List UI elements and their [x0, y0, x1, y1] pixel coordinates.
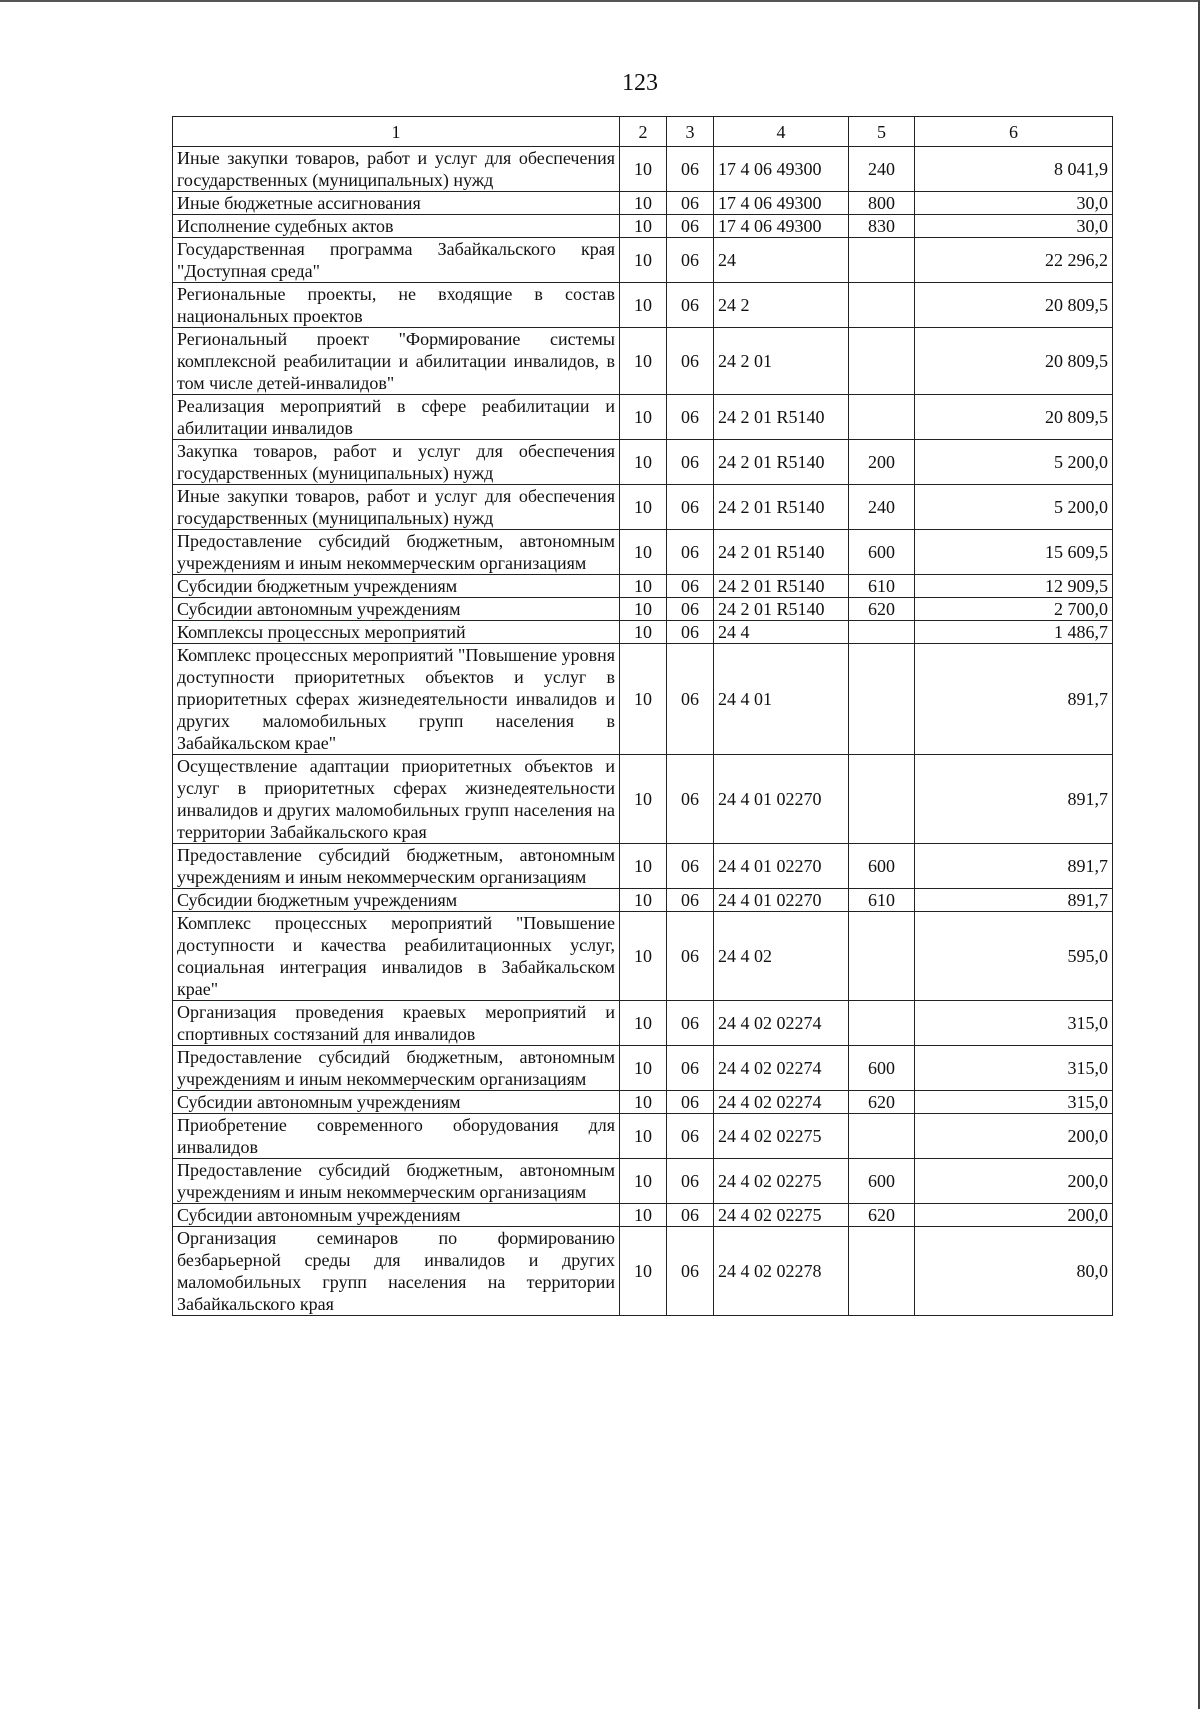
- subsection-code-cell: 06: [667, 192, 714, 215]
- target-article-cell: 17 4 06 49300: [714, 192, 849, 215]
- row-name-cell: Комплекс процессных мероприятий "Повышение доступности и качества реабилитационных услуг, социальная интеграция инвалидов в Забайкальском крае": [173, 912, 620, 1001]
- subsection-code-cell: 06: [667, 1204, 714, 1227]
- expense-type-cell: [849, 912, 915, 1001]
- subsection-code-cell: 06: [667, 1114, 714, 1159]
- column-header: 6: [915, 117, 1113, 147]
- section-code-cell: 10: [620, 844, 667, 889]
- subsection-code-cell: 06: [667, 1227, 714, 1316]
- expense-type-cell: 830: [849, 215, 915, 238]
- section-code-cell: 10: [620, 598, 667, 621]
- amount-cell: 315,0: [915, 1001, 1113, 1046]
- table-row: [173, 598, 1113, 621]
- amount-cell: 891,7: [915, 755, 1113, 844]
- table-header-row: [173, 117, 1113, 147]
- section-code-cell: 10: [620, 215, 667, 238]
- table-row: [173, 755, 1113, 844]
- subsection-code-cell: 06: [667, 395, 714, 440]
- expense-type-cell: [849, 395, 915, 440]
- section-code-cell: 10: [620, 644, 667, 755]
- section-code-cell: 10: [620, 575, 667, 598]
- table-row: [173, 1159, 1113, 1204]
- target-article-cell: 24 4 02 02274: [714, 1046, 849, 1091]
- row-name-cell: Реализация мероприятий в сфере реабилитации и абилитации инвалидов: [173, 395, 620, 440]
- row-name-cell: Региональный проект "Формирование системы комплексной реабилитации и абилитации инвалидов, в том числе детей-инвалидов": [173, 328, 620, 395]
- row-name-cell: Осуществление адаптации приоритетных объектов и услуг в приоритетных сферах жизнедеятельности инвалидов и других маломобильных групп населения на территории Забайкальского края: [173, 755, 620, 844]
- table-row: [173, 889, 1113, 912]
- table-row: [173, 1001, 1113, 1046]
- table-row: [173, 395, 1113, 440]
- target-article-cell: 24 2 01 R5140: [714, 598, 849, 621]
- target-article-cell: 24 4 02 02275: [714, 1159, 849, 1204]
- target-article-cell: 24 4 01: [714, 644, 849, 755]
- target-article-cell: 24 4 01 02270: [714, 889, 849, 912]
- expense-type-cell: 620: [849, 1091, 915, 1114]
- section-code-cell: 10: [620, 1114, 667, 1159]
- row-name-cell: Субсидии бюджетным учреждениям: [173, 575, 620, 598]
- section-code-cell: 10: [620, 147, 667, 192]
- row-name-cell: Иные закупки товаров, работ и услуг для обеспечения государственных (муниципальных) нужд: [173, 485, 620, 530]
- expense-type-cell: 610: [849, 889, 915, 912]
- target-article-cell: 24 2 01 R5140: [714, 575, 849, 598]
- table-body: [173, 147, 1113, 1316]
- row-name-cell: Предоставление субсидий бюджетным, автономным учреждениям и иным некоммерческим организациям: [173, 530, 620, 575]
- column-header: 4: [714, 117, 849, 147]
- expense-type-cell: 240: [849, 485, 915, 530]
- row-name-cell: Предоставление субсидий бюджетным, автономным учреждениям и иным некоммерческим организациям: [173, 1159, 620, 1204]
- row-name-cell: Региональные проекты, не входящие в состав национальных проектов: [173, 283, 620, 328]
- table-row: [173, 912, 1113, 1001]
- table-row: [173, 192, 1113, 215]
- amount-cell: 200,0: [915, 1204, 1113, 1227]
- expense-type-cell: 600: [849, 1046, 915, 1091]
- section-code-cell: 10: [620, 485, 667, 530]
- section-code-cell: 10: [620, 889, 667, 912]
- expense-type-cell: [849, 1001, 915, 1046]
- table-row: [173, 530, 1113, 575]
- expense-type-cell: [849, 1227, 915, 1316]
- subsection-code-cell: 06: [667, 1159, 714, 1204]
- target-article-cell: 24 4 02 02274: [714, 1001, 849, 1046]
- target-article-cell: 24 2 01: [714, 328, 849, 395]
- table-row: [173, 1227, 1113, 1316]
- expense-type-cell: [849, 283, 915, 328]
- amount-cell: 80,0: [915, 1227, 1113, 1316]
- column-header: 2: [620, 117, 667, 147]
- row-name-cell: Субсидии автономным учреждениям: [173, 1204, 620, 1227]
- target-article-cell: 24 2 01 R5140: [714, 395, 849, 440]
- section-code-cell: 10: [620, 912, 667, 1001]
- budget-table: [172, 116, 1113, 1316]
- section-code-cell: 10: [620, 621, 667, 644]
- expense-type-cell: 600: [849, 1159, 915, 1204]
- expense-type-cell: [849, 328, 915, 395]
- expense-type-cell: 600: [849, 530, 915, 575]
- amount-cell: 891,7: [915, 644, 1113, 755]
- section-code-cell: 10: [620, 1227, 667, 1316]
- subsection-code-cell: 06: [667, 1046, 714, 1091]
- row-name-cell: Предоставление субсидий бюджетным, автономным учреждениям и иным некоммерческим организациям: [173, 844, 620, 889]
- target-article-cell: 24 4 01 02270: [714, 844, 849, 889]
- target-article-cell: 24 4 02: [714, 912, 849, 1001]
- section-code-cell: 10: [620, 395, 667, 440]
- target-article-cell: 24 4 01 02270: [714, 755, 849, 844]
- amount-cell: 200,0: [915, 1114, 1113, 1159]
- row-name-cell: Закупка товаров, работ и услуг для обеспечения государственных (муниципальных) нужд: [173, 440, 620, 485]
- expense-type-cell: [849, 1114, 915, 1159]
- subsection-code-cell: 06: [667, 755, 714, 844]
- subsection-code-cell: 06: [667, 485, 714, 530]
- target-article-cell: 24: [714, 238, 849, 283]
- amount-cell: 12 909,5: [915, 575, 1113, 598]
- amount-cell: 315,0: [915, 1091, 1113, 1114]
- subsection-code-cell: 06: [667, 598, 714, 621]
- target-article-cell: 24 2 01 R5140: [714, 530, 849, 575]
- expense-type-cell: [849, 644, 915, 755]
- expense-type-cell: 600: [849, 844, 915, 889]
- row-name-cell: Иные бюджетные ассигнования: [173, 192, 620, 215]
- expense-type-cell: 620: [849, 598, 915, 621]
- amount-cell: 20 809,5: [915, 395, 1113, 440]
- row-name-cell: Организация проведения краевых мероприятий и спортивных состязаний для инвалидов: [173, 1001, 620, 1046]
- section-code-cell: 10: [620, 238, 667, 283]
- amount-cell: 315,0: [915, 1046, 1113, 1091]
- target-article-cell: 24 2 01 R5140: [714, 440, 849, 485]
- table-row: [173, 328, 1113, 395]
- subsection-code-cell: 06: [667, 1091, 714, 1114]
- target-article-cell: 24 4 02 02274: [714, 1091, 849, 1114]
- table-row: [173, 485, 1113, 530]
- table-row: [173, 1204, 1113, 1227]
- target-article-cell: 17 4 06 49300: [714, 215, 849, 238]
- subsection-code-cell: 06: [667, 530, 714, 575]
- expense-type-cell: 240: [849, 147, 915, 192]
- amount-cell: 8 041,9: [915, 147, 1113, 192]
- target-article-cell: 24 4: [714, 621, 849, 644]
- row-name-cell: Организация семинаров по формированию безбарьерной среды для инвалидов и других маломобильных групп населения на территории Забайкальского края: [173, 1227, 620, 1316]
- expense-type-cell: 610: [849, 575, 915, 598]
- row-name-cell: Приобретение современного оборудования для инвалидов: [173, 1114, 620, 1159]
- row-name-cell: Субсидии бюджетным учреждениям: [173, 889, 620, 912]
- section-code-cell: 10: [620, 530, 667, 575]
- section-code-cell: 10: [620, 1204, 667, 1227]
- section-code-cell: 10: [620, 328, 667, 395]
- amount-cell: 1 486,7: [915, 621, 1113, 644]
- target-article-cell: 24 4 02 02275: [714, 1204, 849, 1227]
- amount-cell: 595,0: [915, 912, 1113, 1001]
- subsection-code-cell: 06: [667, 889, 714, 912]
- row-name-cell: Комплексы процессных мероприятий: [173, 621, 620, 644]
- amount-cell: 15 609,5: [915, 530, 1113, 575]
- table-row: [173, 1114, 1113, 1159]
- section-code-cell: 10: [620, 192, 667, 215]
- column-header: 3: [667, 117, 714, 147]
- subsection-code-cell: 06: [667, 147, 714, 192]
- expense-type-cell: 200: [849, 440, 915, 485]
- amount-cell: 20 809,5: [915, 328, 1113, 395]
- table-row: [173, 575, 1113, 598]
- amount-cell: 20 809,5: [915, 283, 1113, 328]
- row-name-cell: Предоставление субсидий бюджетным, автономным учреждениям и иным некоммерческим организациям: [173, 1046, 620, 1091]
- target-article-cell: 24 4 02 02278: [714, 1227, 849, 1316]
- table-row: [173, 644, 1113, 755]
- page-number: 123: [622, 70, 658, 96]
- row-name-cell: Государственная программа Забайкальского края "Доступная среда": [173, 238, 620, 283]
- subsection-code-cell: 06: [667, 328, 714, 395]
- expense-type-cell: [849, 238, 915, 283]
- target-article-cell: 24 2: [714, 283, 849, 328]
- row-name-cell: Иные закупки товаров, работ и услуг для обеспечения государственных (муниципальных) нужд: [173, 147, 620, 192]
- table-row: [173, 440, 1113, 485]
- target-article-cell: 24 4 02 02275: [714, 1114, 849, 1159]
- amount-cell: 30,0: [915, 192, 1113, 215]
- amount-cell: 891,7: [915, 844, 1113, 889]
- amount-cell: 5 200,0: [915, 440, 1113, 485]
- table-row: [173, 621, 1113, 644]
- section-code-cell: 10: [620, 283, 667, 328]
- row-name-cell: Субсидии автономным учреждениям: [173, 1091, 620, 1114]
- target-article-cell: 24 2 01 R5140: [714, 485, 849, 530]
- column-header: 1: [173, 117, 620, 147]
- subsection-code-cell: 06: [667, 440, 714, 485]
- amount-cell: 30,0: [915, 215, 1113, 238]
- expense-type-cell: 620: [849, 1204, 915, 1227]
- subsection-code-cell: 06: [667, 621, 714, 644]
- target-article-cell: 17 4 06 49300: [714, 147, 849, 192]
- section-code-cell: 10: [620, 1046, 667, 1091]
- column-header: 5: [849, 117, 915, 147]
- amount-cell: 22 296,2: [915, 238, 1113, 283]
- amount-cell: 891,7: [915, 889, 1113, 912]
- row-name-cell: Исполнение судебных актов: [173, 215, 620, 238]
- table-row: [173, 147, 1113, 192]
- table-row: [173, 844, 1113, 889]
- section-code-cell: 10: [620, 755, 667, 844]
- subsection-code-cell: 06: [667, 283, 714, 328]
- section-code-cell: 10: [620, 1159, 667, 1204]
- section-code-cell: 10: [620, 1091, 667, 1114]
- table-row: [173, 1091, 1113, 1114]
- row-name-cell: Субсидии автономным учреждениям: [173, 598, 620, 621]
- subsection-code-cell: 06: [667, 1001, 714, 1046]
- subsection-code-cell: 06: [667, 238, 714, 283]
- section-code-cell: 10: [620, 1001, 667, 1046]
- amount-cell: 2 700,0: [915, 598, 1113, 621]
- table-row: [173, 238, 1113, 283]
- subsection-code-cell: 06: [667, 644, 714, 755]
- section-code-cell: 10: [620, 440, 667, 485]
- subsection-code-cell: 06: [667, 215, 714, 238]
- subsection-code-cell: 06: [667, 912, 714, 1001]
- expense-type-cell: [849, 621, 915, 644]
- amount-cell: 200,0: [915, 1159, 1113, 1204]
- expense-type-cell: [849, 755, 915, 844]
- table-row: [173, 283, 1113, 328]
- table-row: [173, 1046, 1113, 1091]
- table-row: [173, 215, 1113, 238]
- row-name-cell: Комплекс процессных мероприятий "Повышение уровня доступности приоритетных объектов и услуг в приоритетных сферах жизнедеятельности инвалидов и других маломобильных групп населения в Забайкальском крае": [173, 644, 620, 755]
- amount-cell: 5 200,0: [915, 485, 1113, 530]
- expense-type-cell: 800: [849, 192, 915, 215]
- subsection-code-cell: 06: [667, 575, 714, 598]
- subsection-code-cell: 06: [667, 844, 714, 889]
